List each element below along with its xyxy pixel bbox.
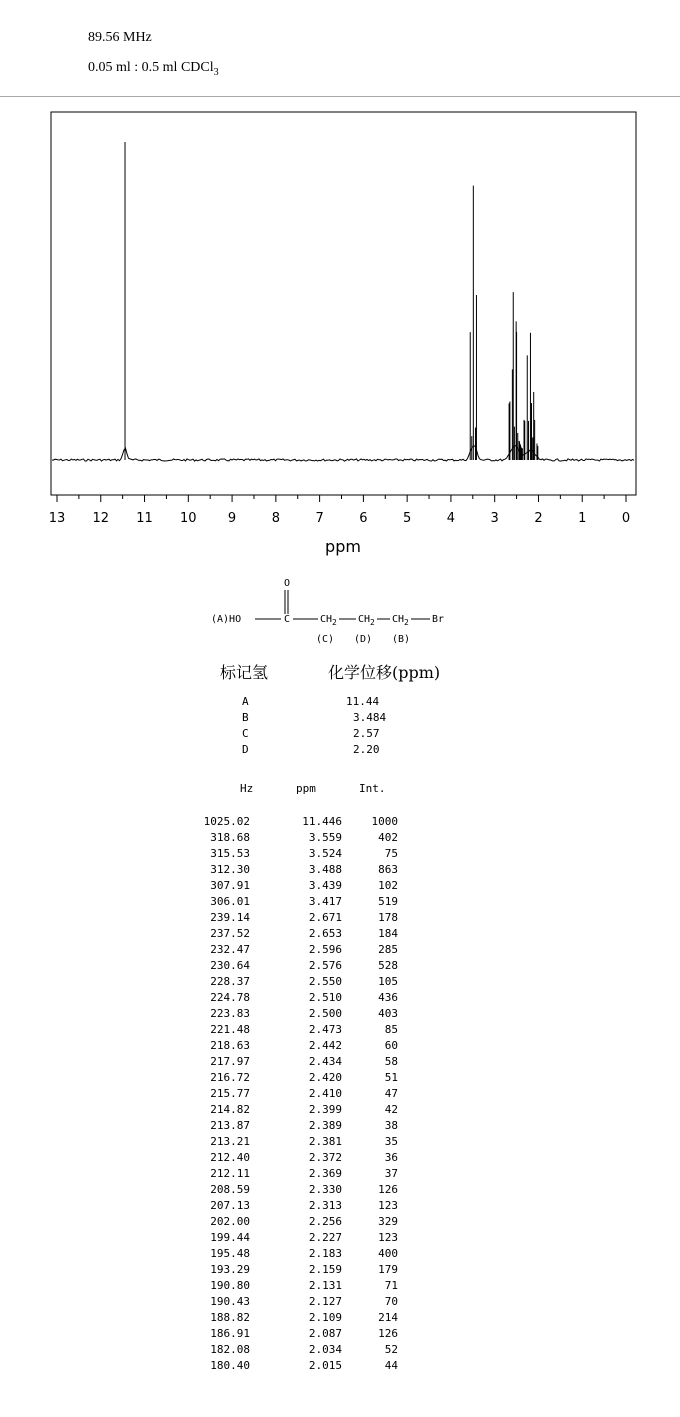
hz-cell: 215.77 [210, 1087, 250, 1100]
hz-cell: 186.91 [210, 1327, 250, 1340]
assignment-header-shift: 化学位移(ppm) [328, 663, 441, 682]
table-row [0, 1135, 680, 1151]
hz-cell: 1025.02 [203, 815, 250, 828]
table-row [0, 1183, 680, 1199]
label-d: (D) [354, 634, 373, 645]
sample-conditions [88, 60, 219, 78]
carbonyl-carbon: C [283, 614, 291, 625]
int-cell: 123 [378, 1199, 398, 1212]
label-b: (B) [392, 634, 411, 645]
hz-cell: 224.78 [210, 991, 250, 1004]
assignment-shift: 11.44 [346, 695, 380, 708]
int-cell: 436 [378, 991, 398, 1004]
spectrometer-frequency: 89.56 MHz [88, 30, 152, 45]
assignment-label: A [242, 695, 249, 708]
ppm-cell: 2.183 [308, 1247, 342, 1260]
tick-label: 6 [359, 511, 368, 526]
tick-label: 5 [403, 511, 412, 526]
hz-cell: 182.08 [210, 1343, 250, 1356]
tick-label: 1 [578, 511, 587, 526]
int-cell: 44 [384, 1359, 398, 1372]
tick-label: 0 [621, 511, 631, 526]
hz-cell: 232.47 [210, 943, 250, 956]
methylene-b [392, 614, 409, 627]
int-cell: 58 [384, 1055, 398, 1068]
tick-label: 10 [180, 511, 197, 526]
peak-lines [125, 142, 538, 460]
int-cell: 184 [378, 927, 398, 940]
hz-cell: 218.63 [210, 1039, 250, 1052]
table-row [0, 927, 680, 943]
header-hz: Hz [240, 782, 254, 795]
ppm-cell: 3.417 [308, 895, 342, 908]
table-row [0, 1087, 680, 1103]
ppm-cell: 3.559 [308, 831, 342, 844]
hz-cell: 217.97 [210, 1055, 250, 1068]
hz-cell: 213.87 [210, 1119, 250, 1132]
ppm-cell: 2.510 [308, 991, 342, 1004]
tick-label: 8 [271, 511, 280, 526]
int-cell: 123 [378, 1231, 398, 1244]
int-cell: 85 [384, 1023, 398, 1036]
label-c: (C) [316, 634, 335, 645]
table-row [0, 831, 680, 847]
table-row [0, 1167, 680, 1183]
int-cell: 329 [378, 1215, 398, 1228]
oxygen-atom: O [283, 578, 291, 589]
hz-cell: 214.82 [210, 1103, 250, 1116]
ppm-cell: 2.420 [308, 1071, 342, 1084]
table-row [0, 815, 680, 831]
ppm-cell: 2.500 [308, 1007, 342, 1020]
ppm-cell: 2.227 [308, 1231, 342, 1244]
table-row [0, 991, 680, 1007]
int-cell: 35 [384, 1135, 398, 1148]
ppm-cell: 2.127 [308, 1295, 342, 1308]
hz-cell: 208.59 [210, 1183, 250, 1196]
table-row [0, 1359, 680, 1375]
hz-cell: 312.30 [210, 863, 250, 876]
table-row [0, 1023, 680, 1039]
hz-cell: 188.82 [210, 1311, 250, 1324]
int-cell: 403 [378, 1007, 398, 1020]
ppm-cell: 2.159 [308, 1263, 342, 1276]
table-row [0, 1231, 680, 1247]
assignment-shift: 3.484 [353, 711, 387, 724]
hz-cell: 190.80 [210, 1279, 250, 1292]
int-cell: 863 [378, 863, 398, 876]
assignment-label: C [242, 727, 249, 740]
ch2-label-d: CH [358, 614, 371, 625]
header-ppm: ppm [296, 782, 316, 795]
sample-text: 0.05 ml : 0.5 ml CDCl [88, 60, 214, 75]
int-cell: 70 [384, 1295, 398, 1308]
assignment-row [0, 695, 680, 711]
int-cell: 51 [384, 1071, 398, 1084]
hz-cell: 306.01 [210, 895, 250, 908]
table-row [0, 1199, 680, 1215]
table-row [0, 895, 680, 911]
spectrum-header [0, 0, 680, 97]
hz-cell: 193.29 [210, 1263, 250, 1276]
header-int: Int. [359, 782, 386, 795]
table-row [0, 1007, 680, 1023]
int-cell: 47 [384, 1087, 398, 1100]
hz-cell: 202.00 [210, 1215, 250, 1228]
int-cell: 214 [378, 1311, 398, 1324]
table-row [0, 1247, 680, 1263]
assignment-shift: 2.20 [353, 743, 380, 756]
int-cell: 178 [378, 911, 398, 924]
ppm-cell: 2.256 [308, 1215, 342, 1228]
table-row [0, 879, 680, 895]
table-row [0, 943, 680, 959]
assignment-shift: 2.57 [353, 727, 380, 740]
methylene-d [358, 614, 375, 627]
int-cell: 126 [378, 1327, 398, 1340]
hz-cell: 190.43 [210, 1295, 250, 1308]
nmr-spectrum-chart [0, 100, 680, 560]
tick-label: 13 [48, 511, 66, 526]
hz-cell: 216.72 [210, 1071, 250, 1084]
int-cell: 75 [384, 847, 398, 860]
hz-cell: 180.40 [210, 1359, 250, 1372]
table-row [0, 911, 680, 927]
ppm-cell: 2.653 [308, 927, 342, 940]
hz-cell: 307.91 [210, 879, 250, 892]
ppm-cell: 2.034 [308, 1343, 342, 1356]
ppm-cell: 3.524 [308, 847, 342, 860]
assignment-label: D [242, 743, 249, 756]
int-cell: 105 [378, 975, 398, 988]
ppm-cell: 2.596 [308, 943, 342, 956]
int-cell: 60 [384, 1039, 398, 1052]
int-cell: 52 [384, 1343, 398, 1356]
tick-label: 12 [92, 511, 110, 526]
methylene-c [320, 614, 337, 627]
ch2-label-c: CH [320, 614, 333, 625]
tick-label: 11 [136, 511, 153, 526]
table-row [0, 1215, 680, 1231]
ppm-cell: 2.473 [308, 1023, 342, 1036]
assignment-header-label: 标记氢 [220, 663, 269, 682]
tick-label: 9 [227, 511, 237, 526]
ch2-sub-b: 2 [404, 618, 409, 627]
assignment-label: B [242, 711, 249, 724]
ch2-label-b: CH [392, 614, 405, 625]
bromine-atom: Br [432, 614, 445, 625]
table-row [0, 1151, 680, 1167]
int-cell: 179 [378, 1263, 398, 1276]
ppm-cell: 2.372 [308, 1151, 342, 1164]
ppm-cell: 2.442 [308, 1039, 342, 1052]
int-cell: 519 [378, 895, 398, 908]
ppm-cell: 2.369 [308, 1167, 342, 1180]
table-row [0, 1055, 680, 1071]
tick-label: 2 [534, 511, 543, 526]
ch2-sub-d: 2 [370, 618, 375, 627]
ppm-cell: 2.434 [308, 1055, 342, 1068]
hz-cell: 195.48 [210, 1247, 250, 1260]
hz-cell: 318.68 [210, 831, 250, 844]
peak-table-header [0, 782, 680, 798]
ppm-cell: 3.488 [308, 863, 342, 876]
ppm-cell: 3.439 [308, 879, 342, 892]
ppm-cell: 2.399 [308, 1103, 342, 1116]
hz-cell: 212.11 [210, 1167, 250, 1180]
table-row [0, 1327, 680, 1343]
assignment-row [0, 727, 680, 743]
plot-frame [51, 112, 636, 495]
table-row [0, 1279, 680, 1295]
table-row [0, 975, 680, 991]
tick-label: 3 [490, 511, 499, 526]
table-row [0, 1311, 680, 1327]
table-row [0, 959, 680, 975]
x-axis-ticks [49, 495, 630, 526]
hz-cell: 213.21 [210, 1135, 250, 1148]
int-cell: 285 [378, 943, 398, 956]
table-row [0, 1295, 680, 1311]
hz-cell: 239.14 [210, 911, 250, 924]
int-cell: 42 [384, 1103, 398, 1116]
hz-cell: 237.52 [210, 927, 250, 940]
sample-subscript: 3 [213, 66, 219, 78]
int-cell: 402 [378, 831, 398, 844]
hz-cell: 230.64 [210, 959, 250, 972]
ppm-cell: 2.087 [308, 1327, 342, 1340]
ppm-cell: 2.550 [308, 975, 342, 988]
assignment-row [0, 743, 680, 759]
ppm-cell: 11.446 [302, 815, 342, 828]
spectrum-trace [52, 446, 634, 462]
tick-label: 7 [315, 511, 324, 526]
assignment-row [0, 711, 680, 727]
ppm-cell: 2.576 [308, 959, 342, 972]
int-cell: 36 [384, 1151, 398, 1164]
int-cell: 1000 [371, 815, 398, 828]
table-row [0, 1039, 680, 1055]
int-cell: 38 [384, 1119, 398, 1132]
int-cell: 37 [384, 1167, 398, 1180]
hz-cell: 228.37 [210, 975, 250, 988]
ppm-cell: 2.410 [308, 1087, 342, 1100]
hz-cell: 212.40 [210, 1151, 250, 1164]
table-row [0, 863, 680, 879]
molecular-structure [0, 570, 680, 652]
ppm-cell: 2.330 [308, 1183, 342, 1196]
int-cell: 126 [378, 1183, 398, 1196]
ppm-cell: 2.109 [308, 1311, 342, 1324]
table-row [0, 1343, 680, 1359]
table-row [0, 1071, 680, 1087]
int-cell: 102 [378, 879, 398, 892]
table-row [0, 1263, 680, 1279]
hydroxyl-group: (A)HO [211, 614, 242, 625]
int-cell: 71 [384, 1279, 398, 1292]
ppm-cell: 2.313 [308, 1199, 342, 1212]
int-cell: 400 [378, 1247, 398, 1260]
ppm-cell: 2.131 [308, 1279, 342, 1292]
ppm-cell: 2.389 [308, 1119, 342, 1132]
hz-cell: 223.83 [210, 1007, 250, 1020]
table-row [0, 847, 680, 863]
int-cell: 528 [378, 959, 398, 972]
ppm-cell: 2.015 [308, 1359, 342, 1372]
hz-cell: 315.53 [210, 847, 250, 860]
ppm-cell: 2.671 [308, 911, 342, 924]
x-axis-label: ppm [325, 537, 361, 556]
tick-label: 4 [446, 511, 456, 526]
ppm-cell: 2.381 [308, 1135, 342, 1148]
hz-cell: 207.13 [210, 1199, 250, 1212]
table-row [0, 1103, 680, 1119]
ch2-sub-c: 2 [332, 618, 337, 627]
hz-cell: 221.48 [210, 1023, 250, 1036]
hz-cell: 199.44 [210, 1231, 250, 1244]
table-row [0, 1119, 680, 1135]
